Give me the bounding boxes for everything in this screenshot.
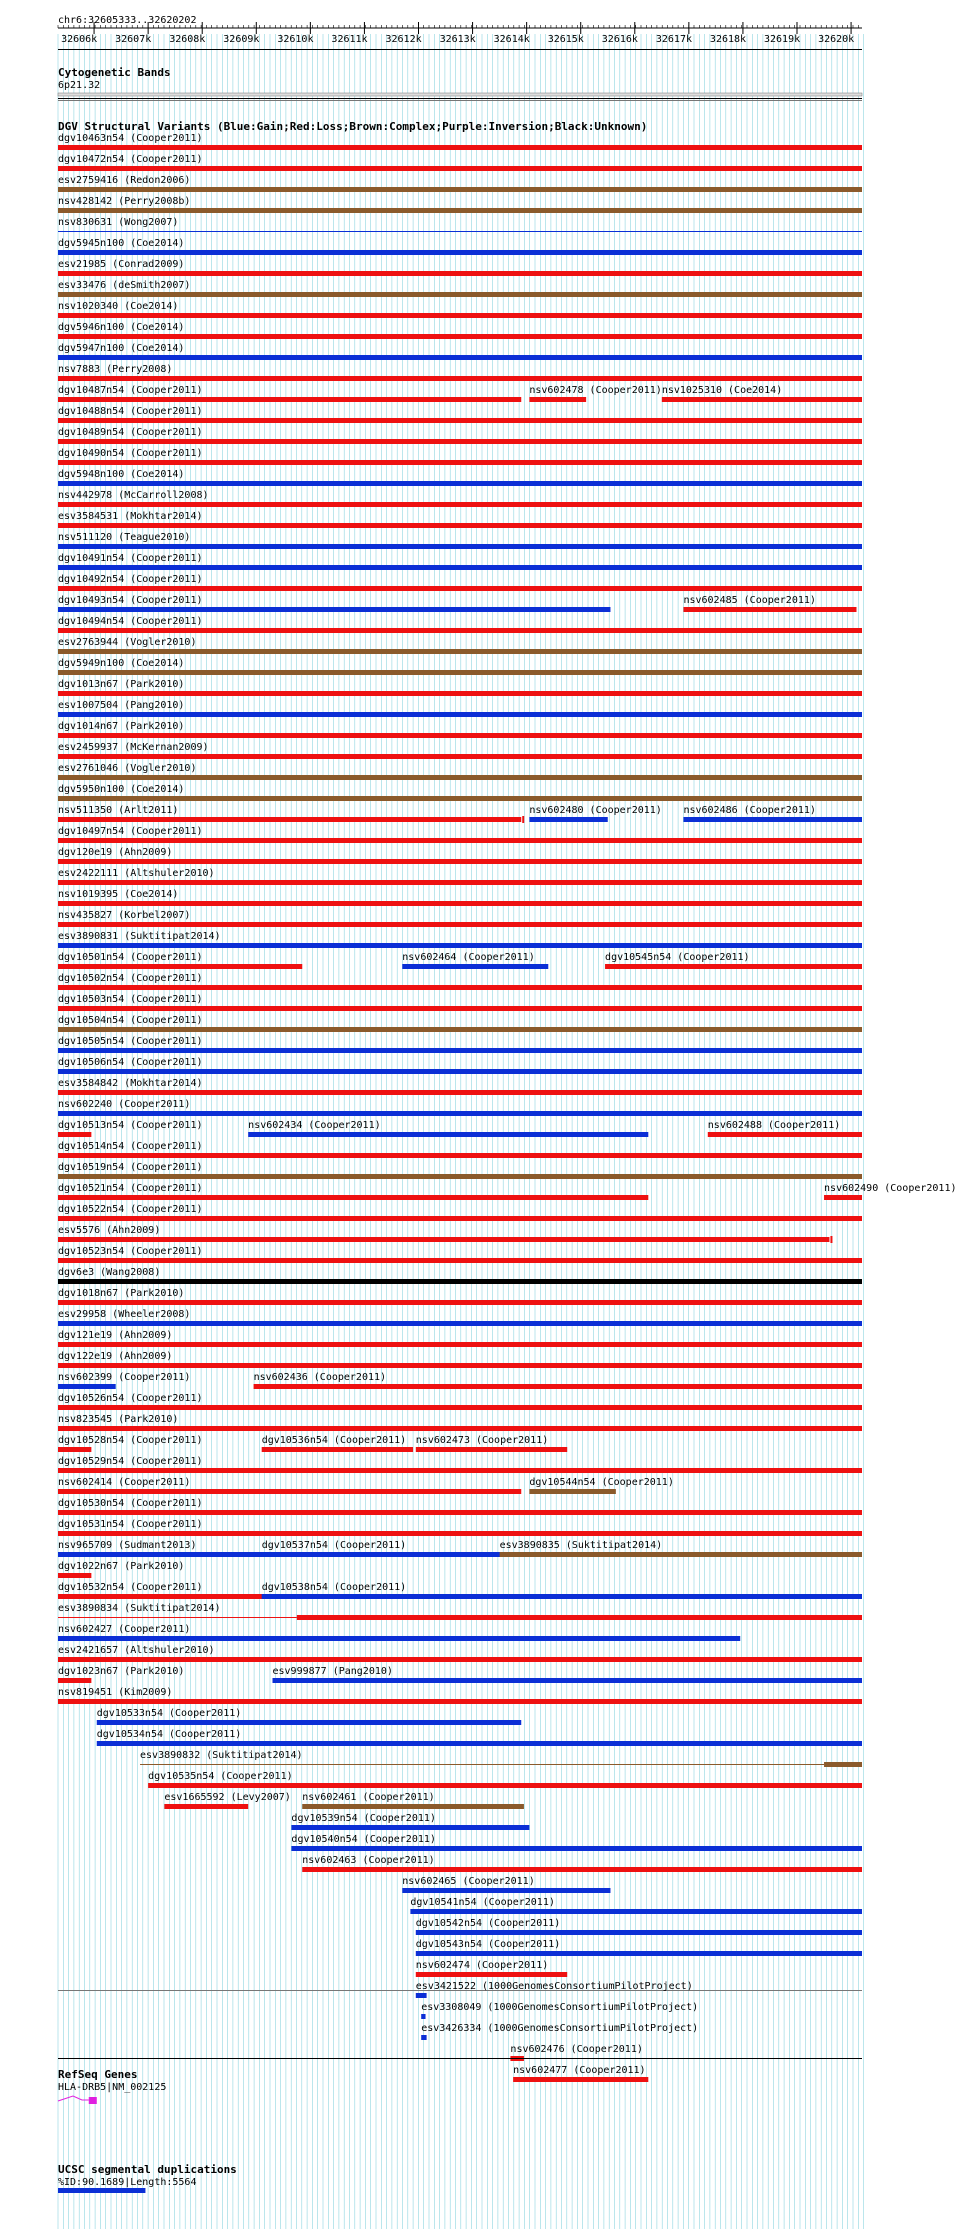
ruler-tick-label: 32618k: [709, 34, 747, 45]
sv-label[interactable]: nsv602465 (Cooper2011): [402, 1876, 535, 1887]
ruler-tick-label: 32616k: [601, 34, 638, 45]
sv-label[interactable]: nsv602436 (Cooper2011): [253, 1372, 387, 1383]
sv-label[interactable]: esv21985 (Conrad2009): [58, 259, 185, 270]
sv-label[interactable]: esv2421657 (Altshuler2010): [58, 1645, 215, 1656]
sv-label[interactable]: dgv10497n54 (Cooper2011): [58, 826, 203, 837]
sv-label[interactable]: dgv10535n54 (Cooper2011): [148, 1771, 293, 1782]
sv-label[interactable]: nsv819451 (Kim2009): [58, 1687, 173, 1698]
sv-label[interactable]: nsv511120 (Teague2010): [58, 532, 191, 543]
sv-label[interactable]: nsv602414 (Cooper2011): [58, 1477, 191, 1488]
sv-label[interactable]: esv29958 (Wheeler2008): [58, 1309, 191, 1320]
sv-label[interactable]: dgv10521n54 (Cooper2011): [58, 1183, 203, 1194]
sv-label[interactable]: nsv602485 (Cooper2011): [683, 595, 816, 606]
sv-label[interactable]: dgv10502n54 (Cooper2011): [58, 973, 203, 984]
ruler-tick-label: 32610k: [277, 34, 314, 45]
track-separator: [58, 49, 862, 50]
sv-label[interactable]: dgv10529n54 (Cooper2011): [58, 1456, 203, 1467]
ruler-tick-label: 32617k: [655, 34, 692, 45]
sv-label[interactable]: dgv10537n54 (Cooper2011): [261, 1540, 407, 1551]
ruler-tick-label: 32615k: [547, 34, 584, 45]
sv-label[interactable]: dgv121e19 (Ahn2009): [58, 1330, 173, 1341]
sv-label[interactable]: dgv5946n100 (Coe2014): [58, 322, 185, 333]
sv-label[interactable]: dgv1018n67 (Park2010): [58, 1288, 185, 1299]
sv-label[interactable]: dgv10526n54 (Cooper2011): [58, 1393, 203, 1404]
sv-label[interactable]: dgv10532n54 (Cooper2011): [58, 1582, 203, 1593]
sv-label[interactable]: nsv1019395 (Coe2014): [58, 889, 179, 900]
sv-label[interactable]: dgv10545n54 (Cooper2011): [605, 952, 750, 963]
sv-label[interactable]: esv2459937 (McKernan2009): [58, 742, 209, 753]
sv-label[interactable]: dgv10501n54 (Cooper2011): [58, 952, 203, 963]
sv-label[interactable]: nsv1020340 (Coe2014): [58, 301, 179, 312]
sv-label[interactable]: esv5576 (Ahn2009): [58, 1225, 161, 1236]
sv-label[interactable]: dgv10540n54 (Cooper2011): [291, 1834, 436, 1845]
sv-label[interactable]: dgv5950n100 (Coe2014): [58, 784, 185, 795]
ruler-tick-label: 32611k: [331, 34, 368, 45]
sv-label[interactable]: esv3584531 (Mokhtar2014): [58, 511, 203, 522]
sv-label[interactable]: esv3426334 (1000GenomesConsortiumPilotProject): [421, 2023, 699, 2034]
sv-label[interactable]: dgv10492n54 (Cooper2011): [58, 574, 203, 585]
sv-label[interactable]: dgv10522n54 (Cooper2011): [58, 1204, 203, 1215]
ruler-tick-label: 32619k: [764, 34, 801, 45]
sv-label[interactable]: esv1665592 (Levy2007): [164, 1792, 291, 1803]
sv-label[interactable]: nsv7883 (Perry2008): [58, 364, 173, 375]
sv-label[interactable]: dgv10488n54 (Cooper2011): [58, 406, 203, 417]
sv-label[interactable]: dgv10542n54 (Cooper2011): [415, 1918, 561, 1929]
sv-label[interactable]: nsv511350 (Arlt2011): [58, 805, 179, 816]
sv-label[interactable]: dgv1013n67 (Park2010): [58, 679, 185, 690]
sv-label[interactable]: dgv10530n54 (Cooper2011): [58, 1498, 203, 1509]
sv-label[interactable]: dgv6e3 (Wang2008): [58, 1267, 161, 1278]
sv-label[interactable]: dgv10538n54 (Cooper2011): [261, 1582, 407, 1593]
sv-label[interactable]: dgv10534n54 (Cooper2011): [96, 1729, 242, 1740]
sv-label[interactable]: esv1007504 (Pang2010): [58, 700, 185, 711]
refseq-track-title[interactable]: RefSeq Genes: [58, 2068, 138, 2081]
sv-label[interactable]: dgv10536n54 (Cooper2011): [261, 1435, 407, 1446]
sv-label[interactable]: esv2422111 (Altshuler2010): [58, 868, 215, 879]
sv-label[interactable]: dgv10494n54 (Cooper2011): [58, 616, 203, 627]
sv-label[interactable]: dgv10514n54 (Cooper2011): [58, 1141, 203, 1152]
sv-label[interactable]: dgv10531n54 (Cooper2011): [58, 1519, 203, 1530]
sv-label[interactable]: esv33476 (deSmith2007): [58, 280, 191, 291]
sv-label[interactable]: dgv10528n54 (Cooper2011): [58, 1435, 203, 1446]
ruler-tick-label: 32613k: [439, 34, 476, 45]
sv-label[interactable]: dgv10489n54 (Cooper2011): [58, 427, 203, 438]
sv-label[interactable]: nsv602399 (Cooper2011): [58, 1372, 191, 1383]
sv-label[interactable]: esv2763944 (Vogler2010): [58, 637, 197, 648]
sv-label[interactable]: nsv602427 (Cooper2011): [58, 1624, 191, 1635]
sv-label[interactable]: esv999877 (Pang2010): [272, 1666, 393, 1677]
sv-label[interactable]: esv3584842 (Mokhtar2014): [58, 1078, 203, 1089]
sv-label[interactable]: dgv10506n54 (Cooper2011): [58, 1057, 203, 1068]
cytoband-track-title[interactable]: Cytogenetic Bands: [58, 66, 171, 79]
sv-label[interactable]: nsv602474 (Cooper2011): [415, 1960, 549, 1971]
sv-label[interactable]: nsv602461 (Cooper2011): [302, 1792, 435, 1803]
sv-label[interactable]: dgv10503n54 (Cooper2011): [58, 994, 203, 1005]
sv-label[interactable]: nsv1025310 (Coe2014): [661, 385, 783, 396]
ruler-tick-label: 32620k: [818, 34, 855, 45]
sv-label[interactable]: dgv10523n54 (Cooper2011): [58, 1246, 203, 1257]
sv-label[interactable]: nsv602464 (Cooper2011): [402, 952, 535, 963]
sv-label[interactable]: esv3890834 (Suktitipat2014): [58, 1603, 221, 1614]
sv-label[interactable]: dgv10513n54 (Cooper2011): [58, 1120, 203, 1131]
ruler-tick-label: 32609k: [223, 34, 260, 45]
cytoband-label: 6p21.32: [58, 80, 101, 91]
sv-label[interactable]: dgv10533n54 (Cooper2011): [96, 1708, 242, 1719]
sv-label[interactable]: dgv10539n54 (Cooper2011): [291, 1813, 436, 1824]
sv-label[interactable]: nsv823545 (Park2010): [58, 1414, 179, 1425]
sv-label[interactable]: nsv428142 (Perry2008b): [58, 196, 191, 207]
sv-label[interactable]: nsv602486 (Cooper2011): [683, 805, 816, 816]
sv-label[interactable]: esv3890832 (Suktitipat2014): [140, 1750, 303, 1761]
track-separator: [58, 2058, 862, 2059]
dgv-track-title[interactable]: DGV Structural Variants (Blue:Gain;Red:Loss;Brown:Complex;Purple:Inversion;Black:Unknown): [58, 120, 648, 133]
ruler-tick-label: 32614k: [493, 34, 530, 45]
sv-label[interactable]: nsv602476 (Cooper2011): [510, 2044, 643, 2055]
ruler-position-label: chr6:32605333..32620202: [58, 15, 197, 26]
sv-label[interactable]: nsv602477 (Cooper2011): [513, 2065, 646, 2076]
sv-label[interactable]: nsv602478 (Cooper2011): [529, 385, 662, 396]
sv-label[interactable]: dgv5945n100 (Coe2014): [58, 238, 185, 249]
sv-label[interactable]: dgv10505n54 (Cooper2011): [58, 1036, 203, 1047]
ruler-tick-label: 32606k: [61, 34, 98, 45]
sv-label[interactable]: nsv442978 (McCarroll2008): [58, 490, 209, 501]
sv-label[interactable]: dgv1022n67 (Park2010): [58, 1561, 185, 1572]
sv-label[interactable]: dgv10493n54 (Cooper2011): [58, 595, 203, 606]
sv-label[interactable]: dgv10491n54 (Cooper2011): [58, 553, 203, 564]
track-separator: [58, 100, 862, 101]
sv-label[interactable]: dgv10487n54 (Cooper2011): [58, 385, 203, 396]
sv-label[interactable]: dgv10463n54 (Cooper2011): [58, 133, 203, 144]
sv-label[interactable]: nsv602463 (Cooper2011): [302, 1855, 435, 1866]
sv-label[interactable]: esv2761046 (Vogler2010): [58, 763, 197, 774]
sv-label[interactable]: nsv602240 (Cooper2011): [58, 1099, 191, 1110]
sv-label[interactable]: nsv965709 (Sudmant2013): [58, 1540, 197, 1551]
segdup-track-title[interactable]: UCSC segmental duplications: [58, 2163, 237, 2176]
sv-label[interactable]: dgv5947n100 (Coe2014): [58, 343, 185, 354]
sv-label[interactable]: dgv10544n54 (Cooper2011): [529, 1477, 674, 1488]
sv-label[interactable]: esv3421522 (1000GenomesConsortiumPilotProject): [415, 1981, 693, 1992]
sv-label[interactable]: nsv602490 (Cooper2011): [824, 1183, 956, 1194]
sv-label[interactable]: esv2759416 (Redon2006): [58, 175, 191, 186]
segdup-feature-label[interactable]: %ID:90.1689|Length:5564: [58, 2177, 197, 2188]
sv-label[interactable]: nsv435827 (Korbel2007): [58, 910, 191, 921]
ruler-tick-label: 32607k: [115, 34, 152, 45]
sv-label[interactable]: nsv602488 (Cooper2011): [707, 1120, 841, 1131]
sv-label[interactable]: dgv1023n67 (Park2010): [58, 1666, 185, 1677]
sv-label[interactable]: dgv5948n100 (Coe2014): [58, 469, 185, 480]
sv-label[interactable]: esv3308049 (1000GenomesConsortiumPilotProject): [421, 2002, 699, 2013]
refseq-gene-label[interactable]: HLA-DRB5|NM_002125: [58, 2082, 167, 2093]
sv-label[interactable]: dgv122e19 (Ahn2009): [58, 1351, 173, 1362]
sv-label[interactable]: nsv602434 (Cooper2011): [248, 1120, 381, 1131]
sv-label[interactable]: dgv10543n54 (Cooper2011): [415, 1939, 561, 1950]
sv-label[interactable]: esv3890835 (Suktitipat2014): [499, 1540, 663, 1551]
sv-label[interactable]: dgv120e19 (Ahn2009): [58, 847, 173, 858]
sv-label[interactable]: dgv1014n67 (Park2010): [58, 721, 185, 732]
sv-label[interactable]: dgv10541n54 (Cooper2011): [410, 1897, 555, 1908]
sv-label[interactable]: dgv10490n54 (Cooper2011): [58, 448, 203, 459]
ruler-tick-label: 32612k: [385, 34, 422, 45]
sv-label[interactable]: dgv10519n54 (Cooper2011): [58, 1162, 203, 1173]
sv-label[interactable]: nsv602473 (Cooper2011): [415, 1435, 549, 1446]
sv-label[interactable]: dgv5949n100 (Coe2014): [58, 658, 185, 669]
ruler-tick-label: 32608k: [169, 34, 206, 45]
sv-label[interactable]: nsv602480 (Cooper2011): [529, 805, 662, 816]
sv-label[interactable]: esv3890831 (Suktitipat2014): [58, 931, 221, 942]
track-separator: [58, 98, 862, 99]
sv-label[interactable]: nsv830631 (Wong2007): [58, 217, 179, 228]
sv-label[interactable]: dgv10504n54 (Cooper2011): [58, 1015, 203, 1026]
sv-label[interactable]: dgv10472n54 (Cooper2011): [58, 154, 203, 165]
